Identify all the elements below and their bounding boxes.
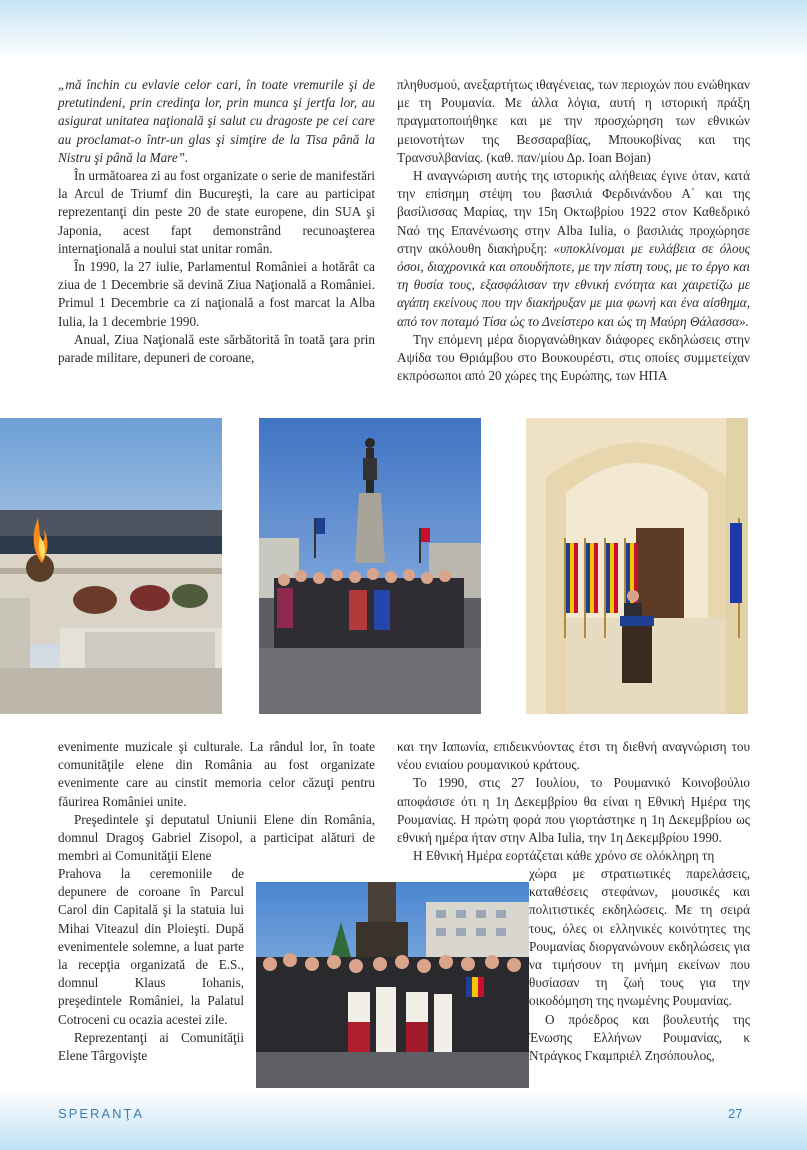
text-paragraph: Prahova la ceremoniile de depunere de coroane în Parcul Carol din Capitală şi la statuia lui Mihai Viteazul din Ploieşti. După evenimentele solemne, a luat parte la recepţia organizată de E.S., domnul Klaus Iohanis, preşedintele României, la Palatul Cotroceni cu ocazia acestei zile. [58,866,244,1027]
photo-statue-group-image [259,418,481,714]
bottom-left-column [58,738,375,865]
text-paragraph: και την Ιαπωνία, επιδεικνύοντας έτσι τη διεθνή αναγνώριση του νέου ενιαίου ρουμανικού κράτους. [397,739,750,773]
romanian-quote-paragraph: „mă închin cu evlavie celor cari, în toate vremurile şi de pretutindeni, prin credinţa lor, prin munca şi jertfa lor, au asigurat unitatea naţională şi salut cu dragoste pe cei care au proclamat-o într-un glas şi simţire de la Tisa până la Nistru şi până la Mare”. [58,77,375,165]
text-paragraph: Την επόμενη μέρα διοργανώθηκαν διάφορες εκδηλώσεις στην Αψίδα του Θριάμβου στο Βουκουρέστι, στις οποίες συμμετείχαν εκπρόσωποι από 20 χώρες της Ευρώπης, των ΗΠΑ [397,331,750,384]
top-gradient-band [0,0,807,60]
top-right-column [397,76,750,385]
top-left-column [58,76,375,367]
text-paragraph: Το 1990, στις 27 Ιουλίου, το Ρουμανικό Κοινοβούλιο αποφάσισε ότι η 1η Δεκεμβρίου θα είναι η Εθνική Ημέρα της Ρουμανίας. Η πρώτη φορά που γιορτάστηκε η 1η Δεκεμβρίου ως εθνική ημέρα ήταν στην Alba Iulia, την 1η Δεκεμβρίου 1990. [397,775,750,846]
text-span: Η αναγνώριση αυτής της ιστορικής αλήθειας έγινε όταν, κατά την επίσημη στέψη του βασιλιά Φερδινάνδου Α΄ και της βασίλισσας Μαρίας, την 15η Οκτωβρίου 1922 στον Καθεδρικό Ναό της Επανένωσης στην Alba Iulia, ο βασιλιάς προχώρησε στην ακόλουθη διακήρυξη: [397,168,750,256]
bottom-right-column [397,738,750,865]
photo-eternal-flame-image [0,418,222,714]
magazine-title: SPERANŢA [58,1106,145,1121]
text-paragraph [397,167,750,331]
text-paragraph: Preşedintele şi deputatul Uniunii Elene din România, domnul Dragoş Gabriel Zisopol, a participat alături de membri ai Comunităţii Elene [58,811,375,864]
text-paragraph: Anual, Ziua Naţională este sărbătorită în toată ţara prin parade militare, depuneri de coroane, [58,331,375,366]
text-paragraph: evenimente muzicale şi culturale. La rândul lor, în toate comunităţile elene din România au fost organizate evenimente care au cinstit memoria celor căzuţi pentru făurirea României unite. [58,739,375,809]
text-paragraph: Η Εθνική Ημέρα εορτάζεται κάθε χρόνο σε ολόκληρη τη [413,848,715,864]
photo-palace-reception [526,418,748,714]
text-paragraph: χώρα με στρατιωτικές παρελάσεις, καταθέσεις στεφάνων, μουσικές και πολιτιστικές εκδηλώσεις. Με τη σειρά τους, όλες οι ελληνικές κοινότητες της Ρουμανίας διοργανώνουν εκδηλώσεις για να τιμήσουν τη μνήμη εκείνων που θυσίασαν τη ζωή τους για την οικοδόμηση της ηνωμένης Ρουμανίας. [529,866,750,1009]
bottom-right-column-wrap [529,865,750,1065]
text-paragraph: πληθυσμού, ανεξαρτήτως ιθαγένειας, των περιοχών που ενώθηκαν με τη Ρουμανία. Με άλλα λόγια, αυτή η ιστορική πράξη πραγματοποιήθηκε και με την προσχώρηση των εθνικών μειονοτήτων της Βεσσαραβίας, Μπουκοβίνας και της Τρανσυλβανίας. (καθ. παν/μίου Δρ. Ioan Bojan) [397,77,750,165]
text-paragraph: Reprezentanţi ai Comunităţii Elene Târgovişte [58,1029,244,1064]
photo-folk-costume-group [256,882,529,1088]
photo-statue-group [259,418,481,714]
bottom-left-column-wrap [58,865,244,1065]
photo-eternal-flame-ceremony [0,418,222,714]
photo-folk-costume-group-image [256,882,529,1088]
text-paragraph: În următoarea zi au fost organizate o serie de manifestări la Arcul de Triumf din Bucureşti, la care au participat reprezentanţi din peste 20 de state europene, din SUA şi Japonia, acest fapt demonstrând recunoaşterea internaţională a noului stat unitar român. [58,168,375,256]
greek-quote-span: «υποκλίνομαι με ευλάβεια σε όλους όσοι, διαχρονικά και οπουδήποτε, με την πίστη τους, με το έργο και τη θυσία τους, εξασφάλισαν την εθνική ενότητα και χαιρετίζω με αγάπη εκείνους που την διακήρυξαν με μια φωνή και ένα αίσθημα, από τον ποταμό Τίσα ώς το Δνείστερο και ώς τη Μαύρη Θάλασσα». [397,240,750,329]
photo-palace-reception-image [526,418,748,714]
text-paragraph: Ο πρόεδρος και βουλευτής της Ένωσης Ελλήνων Ρουμανίας, κ Ντράγκος Γκαμπριέλ Ζησόπουλος, [529,1011,750,1064]
page-number: 27 [728,1106,743,1121]
text-paragraph: În 1990, la 27 iulie, Parlamentul României a hotărât ca ziua de 1 Decembrie să devină Ziua Naţională a României. Primul 1 Decembrie ca zi naţională a fost marcat la Alba Iulia, la 1 decembrie 1990. [58,259,375,329]
